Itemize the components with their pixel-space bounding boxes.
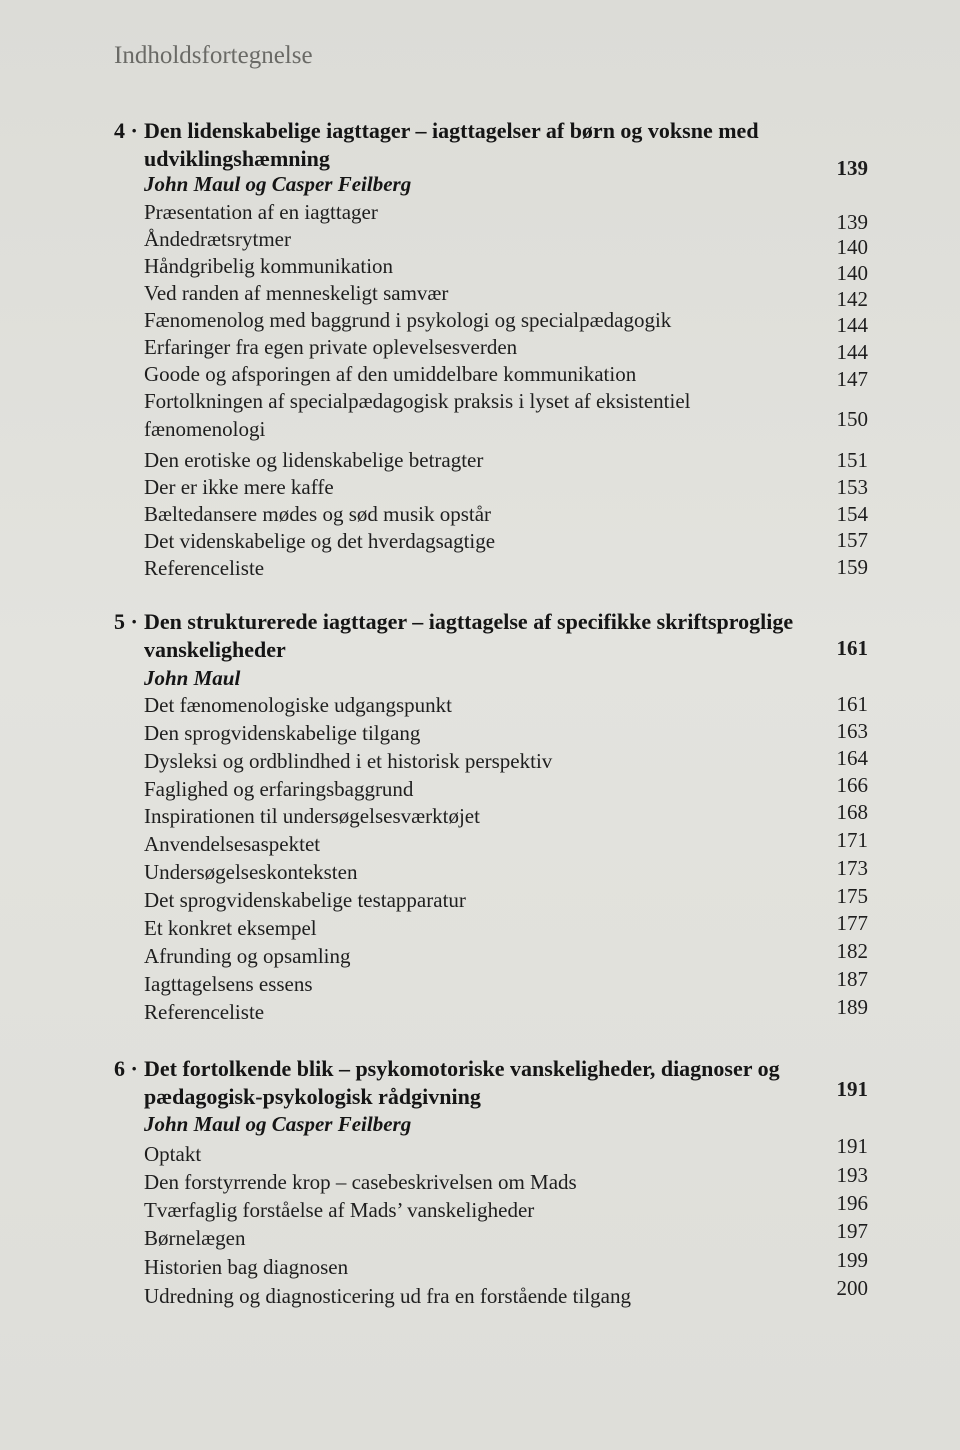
toc-entry-title: Undersøgelseskonteksten — [144, 860, 358, 884]
chapter-page-number: 161 — [836, 636, 868, 660]
toc-entry[interactable] — [144, 446, 804, 474]
toc-entry-title: Ved randen af menneskeligt samvær — [144, 281, 449, 305]
toc-entry-page: 144 — [836, 340, 868, 364]
toc-entry-page: 193 — [836, 1163, 868, 1187]
toc-entry[interactable] — [144, 306, 804, 334]
toc-entry[interactable] — [144, 691, 804, 719]
toc-entry[interactable] — [144, 719, 804, 747]
chapter-number: 5 · — [114, 609, 138, 634]
toc-entry-page: 196 — [836, 1191, 868, 1215]
toc-entry[interactable] — [144, 554, 804, 582]
toc-entry[interactable] — [144, 942, 804, 970]
chapter-author: John Maul og Casper Feilberg — [144, 172, 412, 196]
toc-entry[interactable] — [144, 1282, 804, 1310]
chapter-author: John Maul og Casper Feilberg — [144, 1112, 412, 1136]
toc-entry-title: Anvendelsesaspektet — [144, 832, 321, 856]
toc-entry-page: 144 — [836, 313, 868, 337]
toc-entry-title: Den erotiske og lidenskabelige betragter — [144, 448, 484, 472]
toc-entry[interactable] — [144, 387, 804, 443]
chapter-page-number: 139 — [836, 156, 868, 180]
toc-entry-page: 199 — [836, 1248, 868, 1272]
chapter-title — [114, 608, 794, 664]
toc-entry-title: Fortolkningen af specialpædagogisk praksis i lyset af eksistentiel — [144, 389, 691, 413]
toc-entry-page: 161 — [836, 692, 868, 716]
toc-entry[interactable] — [144, 1168, 804, 1196]
toc-entry-page: 168 — [836, 800, 868, 824]
toc-entry-title: Erfaringer fra egen private oplevelsesverden — [144, 335, 518, 359]
toc-entry-title: Goode og afsporingen af den umiddelbare kommunikation — [144, 362, 637, 386]
toc-entry-page: 173 — [836, 856, 868, 880]
toc-entry-page: 150 — [836, 407, 868, 431]
toc-entry-title: Optakt — [144, 1142, 202, 1166]
toc-entry-page: 140 — [836, 235, 868, 259]
toc-entry-title: Inspirationen til undersøgelsesværktøjet — [144, 804, 480, 828]
toc-entry[interactable] — [144, 747, 804, 775]
toc-entry[interactable] — [144, 1196, 804, 1224]
toc-entry-title: Referenceliste — [144, 556, 265, 580]
toc-entry-page: 187 — [836, 967, 868, 991]
toc-entry-page: 197 — [836, 1219, 868, 1243]
toc-entry[interactable] — [144, 333, 804, 361]
toc-entry[interactable] — [144, 360, 804, 388]
toc-entry-page: 189 — [836, 995, 868, 1019]
toc-entry[interactable] — [144, 252, 804, 280]
toc-entry-page: 142 — [836, 287, 868, 311]
toc-entry-title: Der er ikke mere kaffe — [144, 475, 334, 499]
toc-entry-page: 182 — [836, 939, 868, 963]
toc-entry-title-cont: fænomenologi — [144, 417, 266, 441]
toc-entry[interactable] — [144, 473, 804, 501]
toc-entry-page: 200 — [836, 1276, 868, 1300]
chapter-title-line1: Det fortolkende blik – psykomotoriske vanskeligheder, diagnoser og — [144, 1056, 780, 1081]
chapter-author: John Maul — [144, 666, 241, 690]
toc-entry[interactable] — [144, 1140, 804, 1168]
toc-entry-title: Den sprogvidenskabelige tilgang — [144, 721, 421, 745]
toc-entry[interactable] — [144, 858, 804, 886]
toc-entry-page: 159 — [836, 555, 868, 579]
toc-entry-title: Præsentation af en iagttager — [144, 200, 378, 224]
toc-entry-page: 164 — [836, 746, 868, 770]
chapter-title-line1: Den strukturerede iagttager – iagttagelse af specifikke skriftsproglige — [144, 609, 794, 634]
toc-entry-page: 140 — [836, 261, 868, 285]
chapter-title-line2: vanskeligheder — [144, 637, 286, 662]
toc-entry-title: Børnelægen — [144, 1226, 246, 1250]
toc-entry-page: 163 — [836, 719, 868, 743]
toc-entry[interactable] — [144, 802, 804, 830]
chapter-page-number: 191 — [836, 1077, 868, 1101]
toc-entry-title: Udredning og diagnosticering ud fra en forstående tilgang — [144, 1284, 631, 1308]
toc-entry-page: 177 — [836, 911, 868, 935]
toc-entry-title: Iagttagelsens essens — [144, 972, 313, 996]
toc-entry-title: Faglighed og erfaringsbaggrund — [144, 777, 414, 801]
toc-entry[interactable] — [144, 1224, 804, 1252]
toc-entry-title: Afrunding og opsamling — [144, 944, 351, 968]
toc-entry-page: 153 — [836, 475, 868, 499]
toc-entry-title: Det fænomenologiske udgangspunkt — [144, 693, 452, 717]
toc-entry[interactable] — [144, 914, 804, 942]
toc-entry-page: 139 — [836, 210, 868, 234]
toc-entry[interactable] — [144, 830, 804, 858]
toc-entry-title: Dysleksi og ordblindhed i et historisk perspektiv — [144, 749, 553, 773]
toc-entry[interactable] — [144, 500, 804, 528]
toc-entry[interactable] — [144, 886, 804, 914]
toc-entry[interactable] — [144, 1253, 804, 1281]
toc-entry[interactable] — [144, 279, 804, 307]
toc-entry[interactable] — [144, 527, 804, 555]
toc-entry-title: Den forstyrrende krop – casebeskrivelsen om Mads — [144, 1170, 577, 1194]
chapter-title — [114, 1055, 794, 1111]
chapter-title-line1: Den lidenskabelige iagttager – iagttagelser af børn og voksne med — [144, 118, 759, 143]
toc-entry[interactable] — [144, 775, 804, 803]
toc-entry-title: Historien bag diagnosen — [144, 1255, 349, 1279]
chapter-title-line2: udviklingshæmning — [144, 146, 330, 171]
toc-entry-page: 171 — [836, 828, 868, 852]
toc-entry[interactable] — [144, 225, 804, 253]
toc-entry-title: Referenceliste — [144, 1000, 265, 1024]
toc-entry-page: 191 — [836, 1134, 868, 1158]
chapter-title-line2: pædagogisk-psykologisk rådgivning — [144, 1084, 481, 1109]
toc-entry-title: Fænomenolog med baggrund i psykologi og specialpædagogik — [144, 308, 672, 332]
chapter-number: 6 · — [114, 1056, 138, 1081]
toc-entry-title: Tværfaglig forståelse af Mads’ vanskeligheder — [144, 1198, 535, 1222]
toc-entry-title: Åndedrætsrytmer — [144, 227, 291, 251]
toc-entry[interactable] — [144, 998, 804, 1026]
toc-entry-page: 166 — [836, 773, 868, 797]
chapter-title — [114, 117, 794, 173]
toc-entry-title: Håndgribelig kommunikation — [144, 254, 394, 278]
toc-entry-page: 157 — [836, 528, 868, 552]
toc-entry-page: 154 — [836, 502, 868, 526]
toc-entry-title: Bæltedansere mødes og sød musik opstår — [144, 502, 492, 526]
toc-entry-page: 175 — [836, 884, 868, 908]
toc-entry-title: Det sprogvidenskabelige testapparatur — [144, 888, 466, 912]
running-head: Indholdsfortegnelse — [114, 42, 313, 69]
toc-entry-title: Et konkret eksempel — [144, 916, 317, 940]
toc-entry[interactable] — [144, 970, 804, 998]
toc-entry-title: Det videnskabelige og det hverdagsagtige — [144, 529, 496, 553]
chapter-number: 4 · — [114, 118, 138, 143]
toc-entry[interactable] — [144, 198, 804, 226]
toc-entry-page: 147 — [836, 367, 868, 391]
toc-entry-page: 151 — [836, 448, 868, 472]
